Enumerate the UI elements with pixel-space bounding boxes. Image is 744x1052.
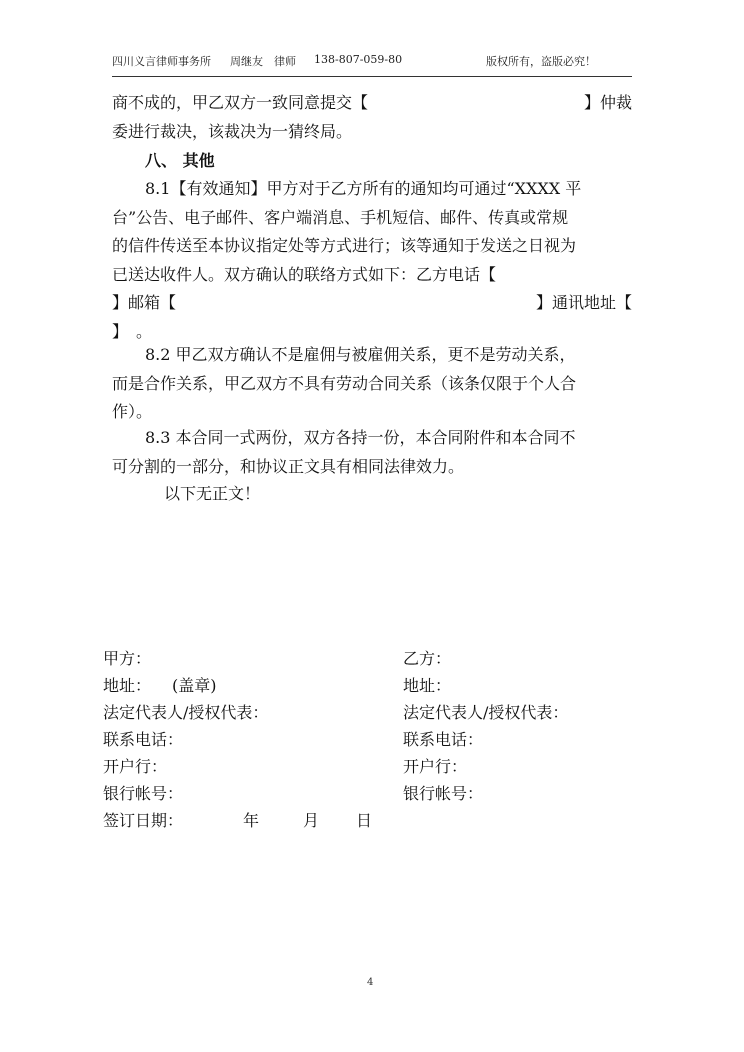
- clause-8-1: [112, 175, 632, 346]
- party-b-address: 地址：: [403, 676, 452, 695]
- text-line: 可分割的一部分，和协议正文具有相同法律效力。: [112, 456, 465, 476]
- text-line: 委进行裁决，该裁决为一猜终局。: [112, 121, 353, 141]
- page-header: [112, 53, 632, 71]
- party-a-representative: 法定代表人/授权代表：: [103, 703, 269, 722]
- signing-date-label: 签订日期：: [103, 811, 184, 830]
- text-line: 而是合作关系，甲乙双方不具有劳动合同关系（该条仅限于个人合: [112, 373, 577, 393]
- lawyer-phone: 138-807-059-80: [314, 53, 403, 66]
- date-year: 年: [243, 811, 260, 830]
- text-line: 的信件传送至本协议指定处等方式进行；该等通知于发送之日视为: [112, 236, 577, 255]
- text-line: 8.3 本合同一式两份，双方各持一份，本合同附件和本合同不: [145, 428, 576, 447]
- email-label: 】邮箱【: [112, 293, 177, 312]
- end-note: 以下无正文！: [164, 484, 261, 503]
- party-a-account: 银行帐号：: [103, 784, 184, 803]
- party-b-label: 乙方：: [403, 649, 452, 668]
- party-b-phone: 联系电话：: [403, 730, 484, 749]
- text-line: 8.1【有效通知】甲方对于乙方所有的通知均可通过“XXXX 平: [145, 179, 582, 198]
- address-label: 】通讯地址【: [535, 293, 632, 312]
- clause-8-2: [112, 341, 632, 427]
- text-line: [112, 89, 632, 118]
- copyright-notice: 版权所有，盗版必究！: [486, 55, 596, 68]
- text-line: 】 。: [112, 321, 153, 341]
- arbitration-text-end: 】仲裁: [583, 93, 632, 112]
- text-line: 台”公告、电子邮件、客户端消息、手机短信、邮件、传真或常规: [112, 207, 569, 227]
- arbitration-text-start: 商不成的，甲乙双方一致同意提交【: [112, 93, 369, 112]
- seal-note: (盖章): [172, 676, 217, 695]
- date-month: 月: [303, 811, 320, 830]
- party-a-bank: 开户行：: [103, 757, 168, 776]
- text-line: 8.2 甲乙双方确认不是雇佣与被雇佣关系，更不是劳动关系，: [145, 345, 576, 364]
- party-a-label: 甲方：: [103, 649, 152, 668]
- arbitration-paragraph: [112, 89, 632, 146]
- header-rule: [112, 76, 632, 77]
- section-title: 八、 其他: [145, 151, 215, 170]
- page-number: 4: [367, 977, 374, 988]
- party-a-phone: 联系电话：: [103, 730, 184, 749]
- party-b-representative: 法定代表人/授权代表：: [403, 703, 569, 722]
- clause-8-3: [112, 424, 632, 481]
- date-day: 日: [356, 811, 373, 830]
- text-line: 作）。: [112, 402, 153, 421]
- party-b-bank: 开户行：: [403, 757, 468, 776]
- lawyer-name: 周继友 律师: [230, 55, 296, 68]
- firm-name: 四川义言律师事务所: [112, 55, 211, 68]
- party-a-address: 地址：: [103, 676, 152, 695]
- party-b-account: 银行帐号：: [403, 784, 484, 803]
- text-line: [112, 289, 632, 318]
- text-line: 已送达收件人。双方确认的联络方式如下：乙方电话【: [112, 264, 497, 284]
